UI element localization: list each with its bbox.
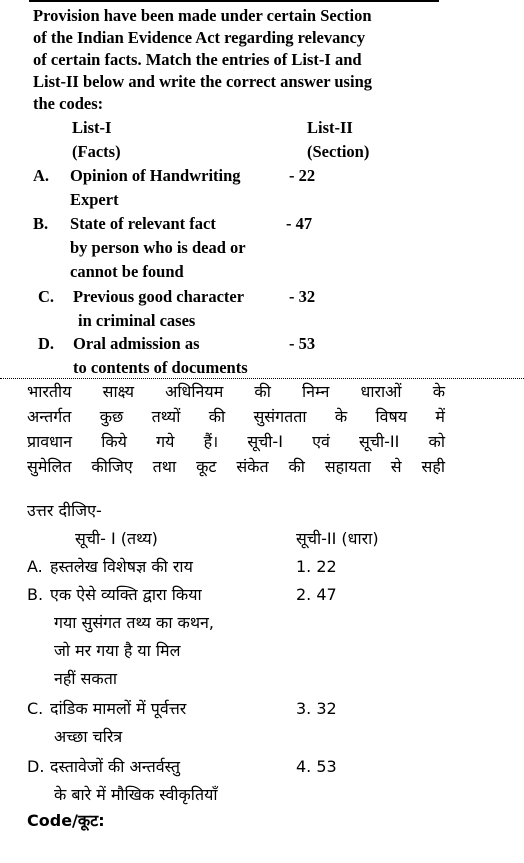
en-question-line: Provision have been made under certain Section <box>33 6 372 25</box>
hi-item-text: हस्तलेख विशेषज्ञ की राय <box>50 557 193 576</box>
en-question-line: of certain facts. Match the entries of List-I and <box>33 50 362 69</box>
en-item-text: State of relevant fact <box>70 214 216 233</box>
hi-list1-header: सूची- I (तथ्य) <box>75 529 158 548</box>
hi-item-text: जो मर गया है या मिल <box>54 641 181 660</box>
en-item-text: cannot be found <box>70 262 184 281</box>
en-list2-subheader: (Section) <box>307 142 370 161</box>
en-question-line: List-II below and write the correct answer using <box>33 72 372 91</box>
hi-item-section: 1. 22 <box>296 557 337 576</box>
en-item-text: Opinion of Handwriting <box>70 166 241 185</box>
hi-item-key: C. <box>27 699 44 718</box>
hi-answer-prompt: उत्तर दीजिए- <box>27 501 102 520</box>
hi-item-text: दांडिक मामलों में पूर्वत्तर <box>50 699 187 718</box>
en-item-key: A. <box>33 166 50 185</box>
en-item-section: - 47 <box>286 214 313 233</box>
top-rule <box>29 0 439 2</box>
en-item-section: - 22 <box>289 166 316 185</box>
en-item-section: - 53 <box>289 334 316 353</box>
en-item-text: by person who is dead or <box>70 238 246 257</box>
en-item-text: Expert <box>70 190 119 209</box>
en-list1-header: List-I <box>72 118 112 137</box>
en-list2-header: List-II <box>307 118 353 137</box>
en-item-text: to contents of documents <box>73 358 248 377</box>
en-question-line: of the Indian Evidence Act regarding relevancy <box>33 28 366 47</box>
hi-item-text: एक ऐसे व्यक्ति द्वारा किया <box>50 585 202 604</box>
hi-item-key: D. <box>27 757 45 776</box>
hi-item-key: B. <box>27 585 44 604</box>
en-list1-subheader: (Facts) <box>72 142 121 161</box>
hi-question-line: सुमेलित कीजिए तथा कूट संकेत की सहायता से सही <box>27 457 445 476</box>
hi-item-section: 3. 32 <box>296 699 337 718</box>
en-item-text: Previous good character <box>73 287 245 306</box>
section-divider <box>0 378 524 379</box>
en-item-key: C. <box>38 287 55 306</box>
hi-question-line: प्रावधान किये गये हैं। सूची-I एवं सूची-II को <box>27 432 445 451</box>
hi-item-key: A. <box>27 557 43 576</box>
hi-item-text: नहीं सकता <box>54 669 117 688</box>
en-item-key: B. <box>33 214 49 233</box>
en-item-text: in criminal cases <box>78 311 196 330</box>
hi-item-text: के बारे में मौखिक स्वीकृतियाँ <box>54 785 218 804</box>
hi-question-line: भारतीय साक्ष्य अधिनियम की निम्न धाराओं के <box>27 382 445 401</box>
hi-item-section: 4. 53 <box>296 757 337 776</box>
en-question-line: the codes: <box>33 94 104 113</box>
en-item-key: D. <box>38 334 55 353</box>
hi-question-line: अन्तर्गत कुछ तथ्यों की सुसंगतता के विषय में <box>27 407 445 426</box>
hi-item-section: 2. 47 <box>296 585 337 604</box>
hi-item-text: अच्छा चरित्र <box>54 727 123 746</box>
hi-list2-header: सूची-II (धारा) <box>296 529 379 548</box>
en-item-section: - 32 <box>289 287 316 306</box>
hi-item-text: दस्तावेजों की अन्तर्वस्तु <box>50 757 181 776</box>
en-item-text: Oral admission as <box>73 334 200 353</box>
hi-item-text: गया सुसंगत तथ्य का कथन, <box>54 613 215 632</box>
hi-code-label: Code/कूट: <box>27 811 105 830</box>
